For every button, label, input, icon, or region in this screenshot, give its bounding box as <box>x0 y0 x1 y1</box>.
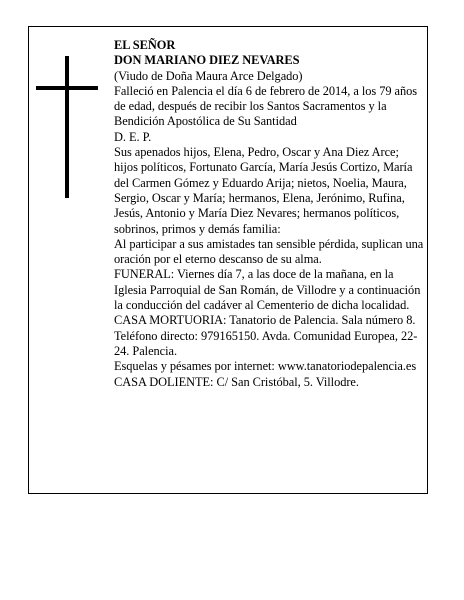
rip-text: D. E. P. <box>114 129 152 144</box>
mourning-house-info: CASA DOLIENTE: C/ San Cristóbal, 5. Villodre. <box>114 374 359 389</box>
cross-vertical-bar <box>65 56 69 198</box>
prayer-request: Al participar a sus amistades tan sensible pérdida, suplican una oración por el eterno descanso de su alma. <box>114 236 424 267</box>
condolences-info: Esquelas y pésames por internet: www.tanatoriodepalencia.es <box>114 359 417 374</box>
cross-horizontal-bar <box>36 86 98 90</box>
mortuary-info: CASA MORTUORIA: Tanatorio de Palencia. Sala número 8. Teléfono directo: 979165150. Avda. Comunidad Europea, 22-24. Palencia. <box>114 313 418 358</box>
death-info: Falleció en Palencia el día 6 de febrero de 2014, a los 79 años de edad, después de recibir los Santos Sacramentos y la Bendición Apostólica de Su Santidad <box>114 83 418 129</box>
family-list: Sus apenados hijos, Elena, Pedro, Oscar y Ana Diez Arce; hijos políticos, Fortunato García, María Jesús Cortizo, María del Carmen Gómez y Eduardo Arija; nietos, Noelia, Maura, Sergio, Oscar y María; hermanos, Elena, Jerónimo, Rufina, Jesús, Antonio y María Diez Nevares; hermanos políticos, sobrinos, primos y demás familia: <box>114 145 413 236</box>
widower-note: (Viudo de Doña Maura Arce Delgado) <box>114 68 303 83</box>
obituary-title: EL SEÑOR <box>114 38 176 52</box>
latin-cross-icon <box>36 56 98 198</box>
deceased-name: DON MARIANO DIEZ NEVARES <box>114 53 300 68</box>
funeral-info: FUNERAL: Viernes día 7, a las doce de la mañana, en la Iglesia Parroquial de San Román, de Villodre y a continuación la conducción del cadáver al Cementerio de dicha localidad. <box>114 267 421 313</box>
obituary-text <box>114 38 424 390</box>
